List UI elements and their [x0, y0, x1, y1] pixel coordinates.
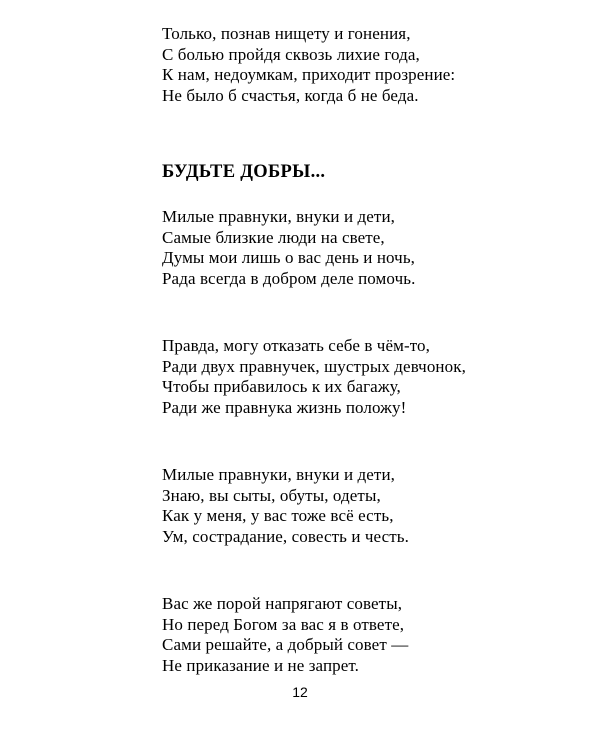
verse-line: Не было б счастья, когда б не беда.: [162, 85, 419, 105]
verse-line: Рада всегда в добром деле помочь.: [162, 268, 416, 288]
verse-line: Но перед Богом за вас я в ответе,: [162, 614, 405, 634]
verse-line: Знаю, вы сыты, обуты, одеты,: [162, 485, 381, 505]
page-number: 12: [292, 684, 308, 700]
poem-title: БУДЬТЕ ДОБРЫ...: [162, 162, 326, 182]
verse-line: Сами решайте, а добрый совет —: [162, 635, 409, 654]
verse-line: Только, познав нищету и гонения,: [162, 24, 411, 43]
verse-line: К нам, недоумкам, приходит прозрение:: [162, 65, 456, 84]
verse-line: Вас же порой напрягают советы,: [162, 594, 403, 613]
verse-line: Как у меня, у вас тоже всё есть,: [162, 506, 394, 525]
verse-line: Ради же правнука жизнь положу!: [162, 397, 407, 417]
verse-line: Думы мои лишь о вас день и ночь,: [162, 248, 416, 267]
verse-line: Не приказание и не запрет.: [162, 655, 359, 675]
verse-line: Самые близкие люди на свете,: [162, 227, 385, 247]
stanza-1: [162, 207, 415, 289]
stanza-3: [162, 465, 409, 547]
verse-line: Милые правнуки, внуки и дети,: [162, 465, 395, 484]
verse-line: Правда, могу отказать себе в чём-то,: [162, 336, 430, 355]
verse-line: Чтобы прибавилось к их багажу,: [162, 377, 401, 396]
verse-line: Ради двух правнучек, шустрых девчонок,: [162, 356, 466, 376]
verse-line: Милые правнуки, внуки и дети,: [162, 207, 395, 226]
stanza-previous-poem-ending: [162, 24, 455, 106]
verse-line: Ум, сострадание, совесть и честь.: [162, 526, 409, 546]
stanza-4: [162, 594, 408, 676]
stanza-2: [162, 336, 466, 418]
verse-line: С болью пройдя сквозь лихие года,: [162, 44, 420, 64]
